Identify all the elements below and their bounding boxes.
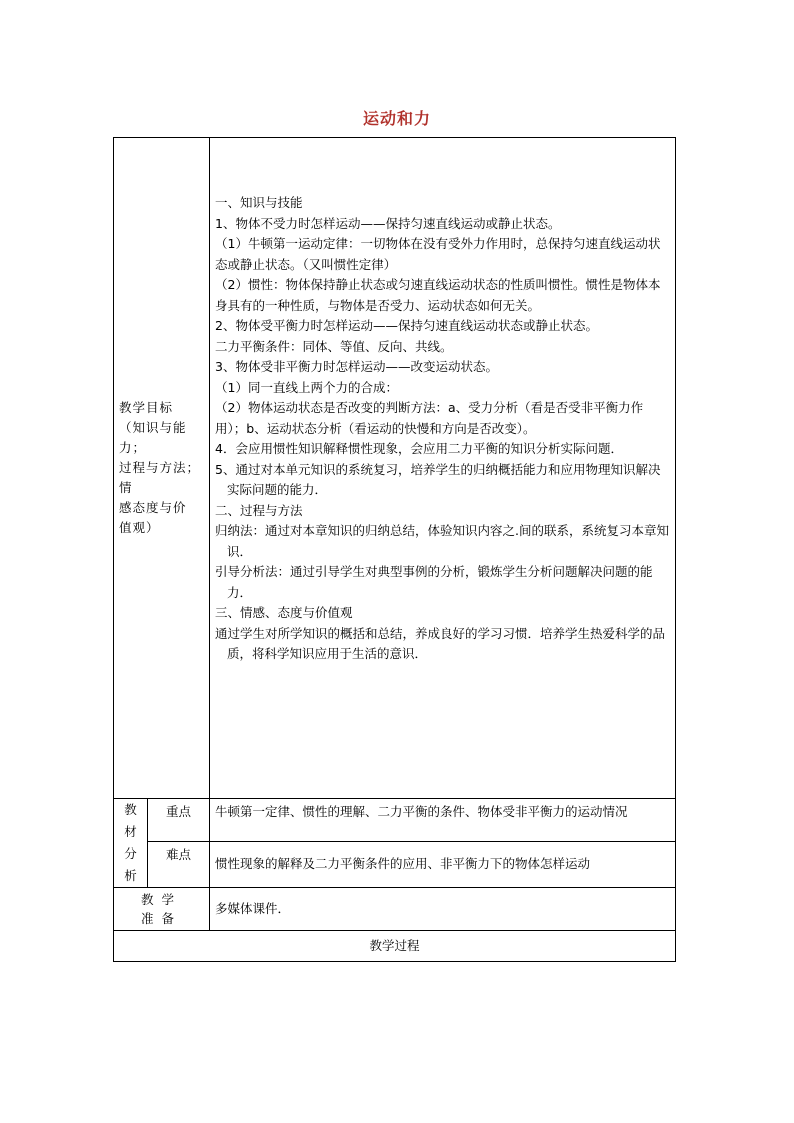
materials-label-char: 分 [124, 846, 137, 861]
objectives-label-line: 教学目标 [119, 400, 174, 415]
lesson-plan-table [113, 137, 676, 962]
objective-line: 三、情感、态度与价值观 [215, 605, 353, 620]
difficult-points-text: 惯性现象的解释及二力平衡条件的应用、非平衡力下的物体怎样运动 [210, 841, 676, 887]
materials-label-cell [114, 799, 148, 888]
preparation-label-cell [114, 888, 210, 931]
materials-label-char: 析 [124, 868, 137, 883]
objective-line: 3、物体受非平衡力时怎样运动——改变运动状态。 [215, 359, 498, 374]
preparation-row [114, 888, 676, 931]
objectives-label-line: 感态度与价 [119, 500, 187, 515]
objectives-row [114, 138, 676, 799]
objectives-label-line: 值观） [119, 520, 160, 535]
objective-line: 归纳法：通过对本章知识的归纳总结，体验知识内容之.间的联系，系统复习本章知识． [215, 523, 669, 559]
objective-line: （2）惯性：物体保持静止状态或匀速直线运动状态的性质叫惯性。惯性是物体本身具有的一种性质，与物体是否受力、运动状态如何无关。 [215, 277, 661, 313]
objective-line: 5、通过对本单元知识的系统复习，培养学生的归纳概括能力和应用物理知识解决实际问题的能力． [215, 461, 661, 497]
process-row [114, 931, 676, 962]
key-points-row [114, 799, 676, 842]
objective-line: 通过学生对所学知识的概括和总结，养成良好的学习习惯．培养学生热爱科学的品质，将科学知识应用于生活的意识． [215, 625, 666, 661]
document-title: 运动和力 [362, 109, 431, 128]
objective-line: （2）物体运动状态是否改变的判断方法：a、受力分析（看是否受非平衡力作用）；b、运动状态分析（看运动的快慢和方向是否改变）。 [215, 400, 644, 436]
process-heading: 教学过程 [114, 931, 676, 962]
objectives-label-line: （知识与能 [119, 420, 187, 435]
objectives-content-cell [210, 138, 676, 799]
difficult-points-row [114, 841, 676, 887]
objective-line: （1）同一直线上两个力的合成： [215, 379, 398, 395]
key-points-value: 牛顿第一定律、惯性的理解、二力平衡的条件、物体受非平衡力的运动情况 [215, 804, 628, 819]
objective-line: 二、过程与方法 [215, 502, 303, 518]
objectives-label-line: 情 [119, 480, 133, 495]
objective-line: 引导分析法：通过引导学生对典型事例的分析，锻炼学生分析问题解决问题的能力． [215, 564, 653, 600]
objectives-label-cell [114, 138, 210, 799]
objective-line: 二力平衡条件：同体、等值、反向、共线。 [215, 338, 453, 354]
objective-line: 1、物体不受力时怎样运动——保持匀速直线运动或静止状态。 [215, 215, 561, 231]
objectives-label-line: 力； [119, 440, 147, 455]
preparation-text: 多媒体课件． [210, 888, 676, 931]
preparation-label-line: 准备 [141, 911, 183, 926]
materials-label-char: 教 [124, 802, 137, 817]
preparation-label-line: 教学 [141, 892, 183, 907]
key-points-text [210, 799, 676, 842]
materials-label-char: 材 [124, 824, 137, 839]
objective-line: 4．会应用惯性知识解释惯性现象，会应用二力平衡的知识分析实际问题． [215, 441, 623, 456]
difficult-points-label: 难点 [148, 841, 210, 887]
objective-line: （1）牛顿第一运动定律：一切物体在没有受外力作用时，总保持匀速直线运动状态或静止状态。（又叫惯性定律） [215, 236, 661, 272]
objective-line: 2、物体受平衡力时怎样运动——保持匀速直线运动状态或静止状态。 [215, 318, 598, 333]
key-points-label: 重点 [148, 799, 210, 842]
objective-line: 一、知识与技能 [215, 195, 303, 210]
objectives-label-line: 过程与方法； [119, 460, 201, 475]
